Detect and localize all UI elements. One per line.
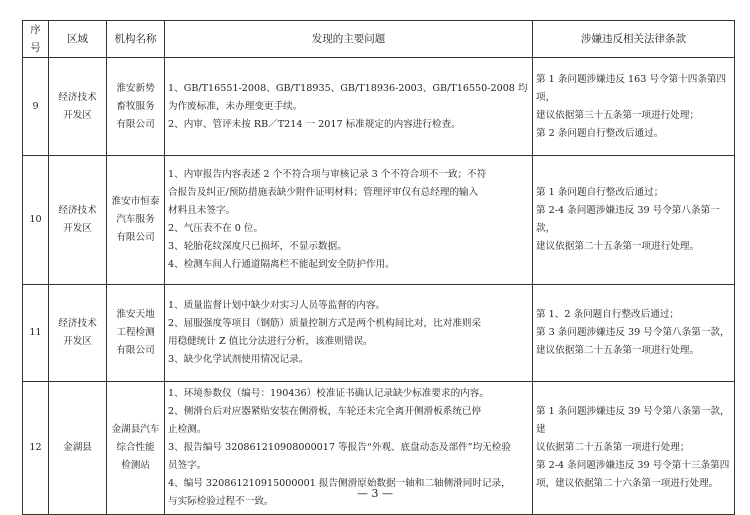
cell-org <box>107 156 165 285</box>
cell-region <box>49 156 107 285</box>
cell-law <box>533 285 735 382</box>
cell-issues-line: 4、编号 320861210915000001 报告侧滑原始数据一轴和二轴侧滑同时记录， <box>168 478 511 489</box>
cell-region-line: 开发区 <box>63 223 92 234</box>
table-row <box>23 156 735 285</box>
cell-region-line: 金湖县 <box>63 442 92 453</box>
cell-issues-line: 4、检测车间人行通道隔离栏不能起到安全防护作用。 <box>168 259 395 270</box>
cell-region-line: 开发区 <box>63 109 92 121</box>
cell-issues-line: 止检测。 <box>168 424 207 435</box>
cell-org-line: 金湖县汽车 <box>111 424 160 435</box>
cell-region-line: 经济技术 <box>58 91 97 103</box>
cell-org-line: 淮安天地 <box>116 309 155 320</box>
cell-org-line: 畜牧服务 <box>116 100 155 112</box>
cell-issues-line: 1、质量监督计划中缺少对实习人员等监督的内容。 <box>168 300 386 311</box>
cell-org <box>107 285 165 382</box>
cell-org-line: 汽车服务 <box>116 214 155 225</box>
cell-region <box>49 58 107 156</box>
cell-issues-line: 用稳健统计 Z 值比分法进行分析，该准则错误。 <box>168 336 373 347</box>
table-row <box>23 285 735 382</box>
cell-issues-line: 3、轮胎花纹深度尺已损坏，不显示数据。 <box>168 241 347 252</box>
cell-issues <box>165 156 533 285</box>
cell-issues-line: 1、内审报告内容表述 2 个不符合项与审核记录 3 个不符合项不一致；不符 <box>168 169 487 180</box>
cell-issues-line: 2、侧滑台后对应器紧贴安装在侧滑板，车轮还未完全离开侧滑板系统已停 <box>168 406 482 417</box>
cell-region-line: 开发区 <box>63 336 92 347</box>
cell-region-line: 经济技术 <box>58 318 97 329</box>
cell-law-line: 第 2-4 条问题涉嫌违反 39 号令第八条第一款， <box>536 205 720 234</box>
cell-org-line: 检测站 <box>121 460 150 471</box>
cell-no: 11 <box>23 285 49 382</box>
cell-law-line: 第 1 条问题涉嫌违反 39 号令第八条第一款，建 <box>536 406 730 435</box>
cell-org <box>107 58 165 156</box>
cell-region-line: 经济技术 <box>58 205 97 216</box>
cell-law-line: 第 1、2 条问题自行整改后通过； <box>536 309 680 320</box>
cell-issues-line: 2、内审、管评未按 RB／T214 一 2017 标准规定的内容进行检查。 <box>168 118 461 130</box>
cell-law-line: 议依据第二十五条第一项进行处理； <box>536 442 690 453</box>
cell-law-line: 项，建议依据第二十六条第一项进行处理。 <box>536 478 719 489</box>
page-number: — 3 — <box>357 487 393 500</box>
cell-law-line: 建议依据第二十五条第一项进行处理。 <box>536 345 700 356</box>
cell-law-line: 第 1 条问题自行整改后通过； <box>536 187 664 198</box>
cell-region <box>49 285 107 382</box>
cell-issues <box>165 58 533 156</box>
cell-org-line: 淮安新势 <box>116 82 155 94</box>
cell-org-line: 淮安市恒泰 <box>111 196 160 207</box>
cell-org-line: 综合性能 <box>116 442 155 453</box>
table-row <box>23 58 735 156</box>
cell-law-line: 第 1 条问题涉嫌违反 163 号令第十四条第四项， <box>536 73 727 103</box>
cell-issues-line: 员签字。 <box>168 460 207 471</box>
cell-org-line: 有限公司 <box>116 118 155 130</box>
cell-law-line: 第 2 条问题自行整改后通过。 <box>536 127 664 139</box>
cell-law-line: 建议依据第二十五条第一项进行处理。 <box>536 241 700 252</box>
header-issues: 发现的主要问题 <box>165 21 533 58</box>
cell-law-line: 第 3 条问题涉嫌违反 39 号令第八条第一款， <box>536 327 730 338</box>
cell-no: 12 <box>23 382 49 515</box>
header-no: 序号 <box>23 21 49 58</box>
table-header-row <box>23 21 735 58</box>
cell-law-line: 建议依据第三十五条第一项进行处理； <box>536 109 700 121</box>
cell-law <box>533 58 735 156</box>
cell-org-line: 有限公司 <box>116 232 155 243</box>
cell-org-line: 工程检测 <box>116 327 155 338</box>
inspection-findings-table <box>22 20 735 515</box>
cell-law-line: 第 2-4 条问题涉嫌违反 39 号令第十三条第四 <box>536 460 730 471</box>
cell-issues <box>165 285 533 382</box>
cell-law <box>533 156 735 285</box>
cell-org-line: 有限公司 <box>116 345 155 356</box>
cell-issues-line: 2、屈服强度等项目（钢筋）质量控制方式是两个机构间比对，比对准则采 <box>168 318 482 329</box>
cell-issues-line: 材料且未签字。 <box>168 205 236 216</box>
cell-no: 10 <box>23 156 49 285</box>
cell-issues-line: 2、气压表不在 0 位。 <box>168 223 264 234</box>
cell-issues-line: 与实际检验过程不一致。 <box>168 496 274 507</box>
cell-issues-line: 1、GB/T16551-2008、GB/T18935、GB/T18936-2003、GB/T16550-2008 均 <box>168 82 528 94</box>
cell-issues-line: 合报告及纠正/预防措施表缺少附件证明材料；管理评审仅有总经理的输入 <box>168 187 479 198</box>
cell-issues-line: 3、报告编号 320861210908000017 等报告“外观、底盘动态及部件”均无检验 <box>168 442 511 453</box>
cell-no: 9 <box>23 58 49 156</box>
header-law: 涉嫌违反相关法律条款 <box>533 21 735 58</box>
header-org: 机构名称 <box>107 21 165 58</box>
cell-issues-line: 1、环境参数仪（编号：190436）校准证书确认记录缺少标准要求的内容。 <box>168 388 489 399</box>
cell-issues-line: 为作废标准，未办理变更手续。 <box>168 100 303 112</box>
cell-issues-line: 3、缺少化学试剂使用情况记录。 <box>168 354 309 365</box>
header-region: 区域 <box>49 21 107 58</box>
